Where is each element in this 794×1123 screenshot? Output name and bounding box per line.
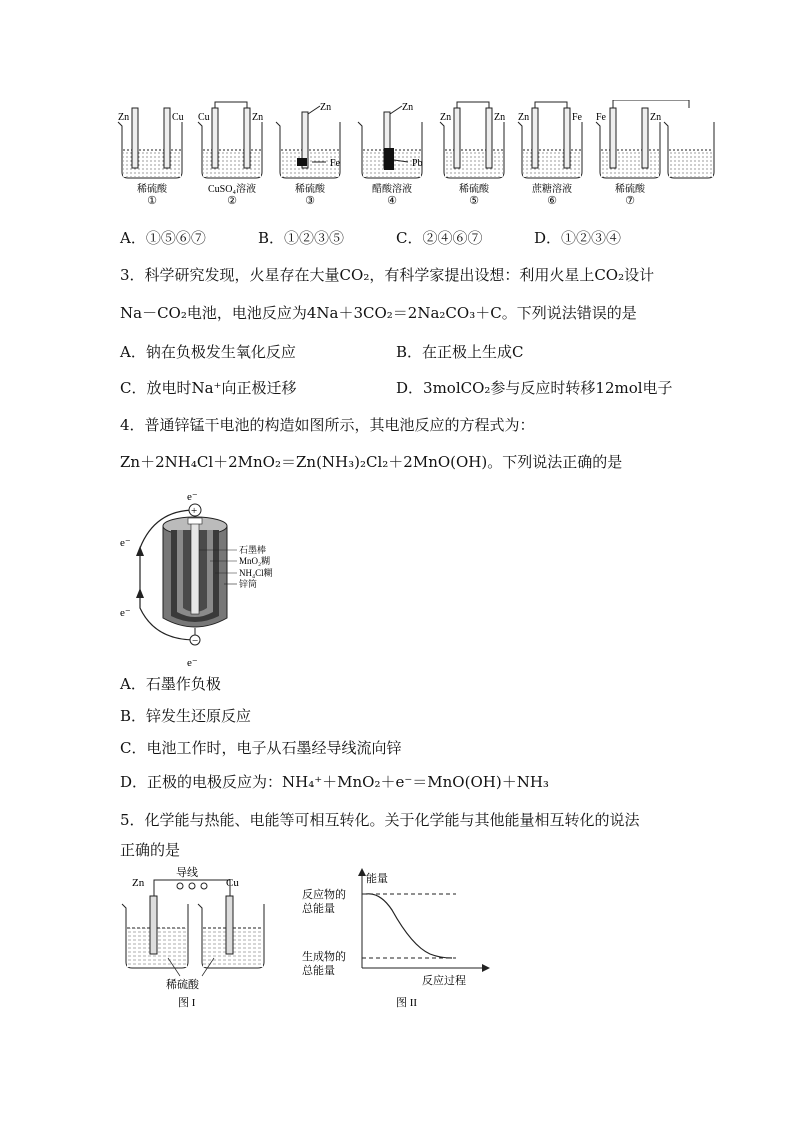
cell-2-electrolyte: CuSO₄溶液 — [208, 184, 256, 195]
cell-4-electrolyte: 醋酸溶液 — [372, 184, 412, 195]
q4-stem-line2: Zn＋2NH₄Cl＋2MnO₂＝Zn(NH₃)₂Cl₂＋2MnO(OH)。下列说法正确的是 — [120, 453, 623, 471]
cell-5-electrolyte: 稀硫酸 — [459, 184, 489, 195]
cell-3-electrolyte: 稀硫酸 — [295, 184, 325, 195]
cell-7 — [596, 108, 661, 205]
fig2-reactants-label-2: 总能量 — [302, 903, 335, 915]
q3-option-a: A．钠在负极发生氧化反应 — [120, 343, 296, 361]
cell-1 — [118, 108, 184, 205]
fig2-products-label-1: 生成物的 — [302, 951, 346, 963]
cell-1-left-label: Zn — [118, 112, 130, 123]
q4-option-c: C．电池工作时，电子从石墨经导线流向锌 — [120, 739, 402, 757]
cell-6-electrolyte: 蔗糖溶液 — [532, 184, 572, 195]
q2-option-a: A．①⑤⑥⑦ — [120, 229, 206, 247]
q3-stem-line2: Na－CO₂电池，电池反应为4Na＋3CO₂＝2Na₂CO₃＋C。下列说法错误的是 — [120, 304, 637, 322]
fig2-x-axis-label: 反应过程 — [422, 975, 466, 987]
cell-5 — [440, 102, 505, 205]
q2-option-b: B．①②③⑤ — [258, 229, 345, 247]
fig1-caption: 图 I — [178, 997, 196, 1009]
cell-4-left-label: Zn — [402, 102, 414, 113]
q4-option-b: B．锌发生还原反应 — [120, 707, 252, 725]
fig2-products-label-2: 总能量 — [302, 965, 335, 977]
fig2-y-axis-label: 能量 — [366, 873, 388, 885]
q2-option-d: D．①②③④ — [534, 229, 622, 247]
negative-terminal-sign: − — [192, 635, 199, 647]
cell-3 — [276, 102, 341, 205]
q4-option-d: D．正极的电极反应为：NH₄⁺＋MnO₂＋e⁻＝MnO(OH)＋NH₃ — [120, 773, 549, 791]
fig1-electrolyte-label: 稀硫酸 — [166, 979, 199, 991]
q3-option-b: B．在正极上生成C — [396, 343, 524, 361]
electron-label-left-lower: e⁻ — [120, 607, 131, 619]
cell-7-electrolyte: 稀硫酸 — [615, 184, 645, 195]
dry-cell-label-1: MnO₂糊 — [239, 556, 271, 566]
fig1-left-electrode-label: Zn — [132, 877, 145, 889]
q4-option-a: A．石墨作负极 — [120, 675, 221, 693]
dry-cell-label-0: 石墨棒 — [239, 545, 267, 555]
fig2-caption: 图 II — [396, 997, 418, 1009]
cell-4-right-label: Pb — [412, 158, 423, 169]
cell-2-right-label: Zn — [252, 112, 264, 123]
electron-label-left-upper: e⁻ — [120, 537, 131, 549]
cell-2-number: ② — [227, 195, 237, 205]
fig1-right-electrode-label: Cu — [226, 877, 239, 889]
fig2-reactants-label-1: 反应物的 — [302, 889, 346, 901]
q3-option-d: D．3molCO₂参与反应时转移12mol电子 — [396, 379, 673, 397]
cell-1-electrolyte: 稀硫酸 — [137, 184, 167, 195]
q3-stem-line1: 3．科学研究发现，火星存在大量CO₂，有科学家提出设想：利用火星上CO₂设计 — [120, 266, 655, 284]
cell-2-left-label: Cu — [198, 112, 210, 123]
dry-cell-label-3: 锌筒 — [239, 579, 258, 589]
cell-7-number: ⑦ — [625, 195, 635, 205]
fig1-wire-label: 导线 — [176, 867, 198, 879]
cell-1-number: ① — [147, 195, 157, 205]
cell-3-left-label: Zn — [320, 102, 332, 113]
cell-6-left-label: Zn — [518, 112, 530, 123]
cell-7-right-label: Zn — [650, 112, 662, 123]
q2-option-c: C．②④⑥⑦ — [396, 229, 483, 247]
cell-4-number: ④ — [387, 195, 397, 205]
electron-label-bottom: e⁻ — [187, 657, 198, 668]
cell-5-right-label: Zn — [494, 112, 506, 123]
q3-option-c: C．放电时Na⁺向正极迁移 — [120, 379, 297, 397]
cell-2 — [198, 102, 263, 205]
figure-1-cell — [118, 866, 278, 1011]
dry-cell-figure — [115, 488, 315, 668]
cell-4 — [358, 102, 423, 205]
cell-1-right-label: Cu — [172, 112, 184, 123]
figure-2-energy-diagram — [300, 866, 490, 1011]
cell-3-right-label: Fe — [330, 158, 340, 169]
dry-cell-label-2: NH₄Cl糊 — [239, 568, 273, 578]
cell-5-left-label: Zn — [440, 112, 452, 123]
cell-7-left-label: Fe — [596, 112, 606, 123]
electron-label-top: e⁻ — [187, 491, 198, 503]
positive-terminal-sign: + — [191, 505, 198, 517]
cell-5-number: ⑤ — [469, 195, 479, 205]
cell-3-number: ③ — [305, 195, 315, 205]
q5-stem-line1: 5．化学能与热能、电能等可相互转化。关于化学能与其他能量相互转化的说法 — [120, 811, 640, 829]
cell-6 — [518, 102, 583, 205]
q4-stem-line1: 4．普通锌锰干电池的构造如图所示，其电池反应的方程式为： — [120, 416, 535, 434]
cell-6-number: ⑥ — [547, 195, 557, 205]
cell-6-right-label: Fe — [572, 112, 582, 123]
galvanic-cells-figure — [110, 100, 720, 205]
q5-stem-line2: 正确的是 — [120, 841, 181, 859]
